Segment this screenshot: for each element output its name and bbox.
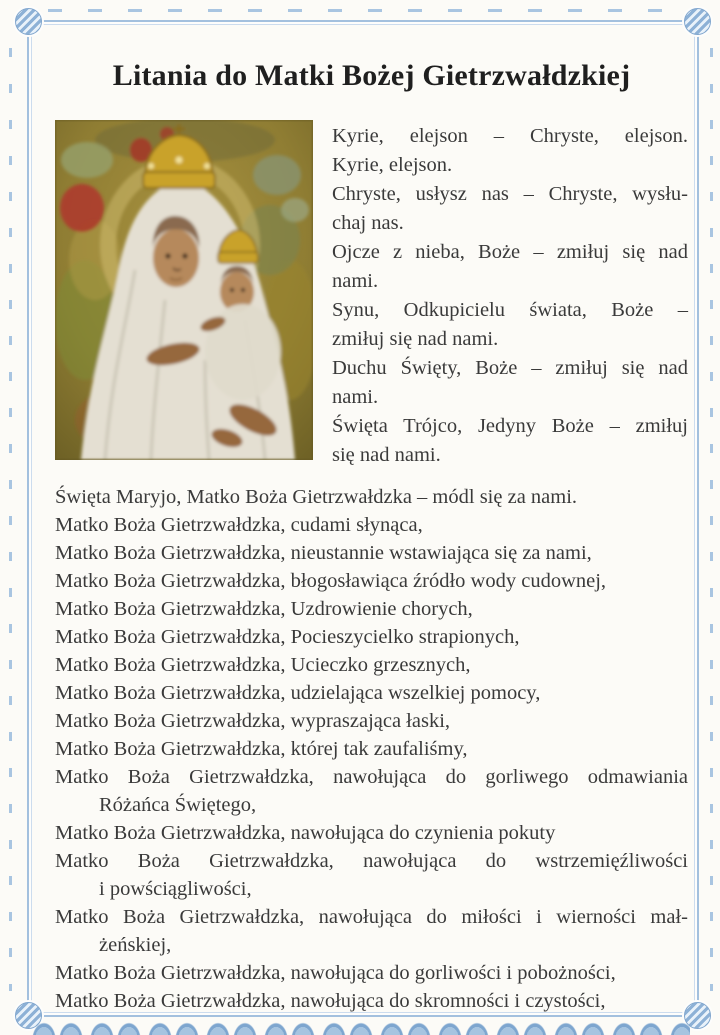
text-line: Matko Boża Gietrzwałdzka, nawołująca do miłości i wierności mał- <box>55 906 688 928</box>
litany-item <box>55 623 688 651</box>
text-line: Matko Boża Gietrzwałdzka, Uzdrowienie chorych, <box>55 598 473 620</box>
madonna-of-gietrzwald-icon <box>55 120 313 460</box>
litany-item <box>55 847 688 903</box>
litany-item <box>55 959 688 987</box>
text-line: Matko Boża Gietrzwałdzka, nawołująca do skromności i czystości, <box>55 990 606 1012</box>
text-line: Święta Trójco, Jedyny Boże – zmiłuj <box>332 415 688 437</box>
border-dashes-left <box>9 48 12 991</box>
text-line: żeńskiej, <box>99 934 172 956</box>
opening-invocations <box>332 120 688 470</box>
text-line: się nad nami. <box>332 444 441 466</box>
text-line: Matko Boża Gietrzwałdzka, cudami słynąca, <box>55 514 423 536</box>
top-section <box>55 120 688 470</box>
litany-item <box>55 651 688 679</box>
text-line: chaj nas. <box>332 212 404 234</box>
litany-item <box>55 707 688 735</box>
border-dashes-top <box>48 9 676 12</box>
text-line: Kyrie, elejson – Chryste, elejson. <box>332 125 688 147</box>
litany-item <box>55 511 688 539</box>
litany-item <box>55 679 688 707</box>
litany-item <box>55 567 688 595</box>
text-line: Matko Boża Gietrzwałdzka, wypraszająca łaski, <box>55 710 451 732</box>
text-line: nami. <box>332 270 379 292</box>
text-line: Synu, Odkupicielu świata, Boże – <box>332 299 688 321</box>
text-line: Matko Boża Gietrzwałdzka, nawołująca do wstrzemięźliwości <box>55 850 688 872</box>
scallop-border-icon <box>30 1022 690 1035</box>
document-content <box>55 42 688 1015</box>
corner-shell-ornament-icon <box>684 1002 711 1029</box>
litany-item <box>55 595 688 623</box>
litany-item <box>55 735 688 763</box>
text-line: Matko Boża Gietrzwałdzka, błogosławiąca źródło wody cudownej, <box>55 570 607 592</box>
text-line: Matko Boża Gietrzwałdzka, której tak zaufaliśmy, <box>55 738 468 760</box>
text-line: Kyrie, elejson. <box>332 154 453 176</box>
litany-invocations <box>55 483 688 1015</box>
text-line: Matko Boża Gietrzwałdzka, udzielająca wszelkiej pomocy, <box>55 682 541 704</box>
text-line: Matko Boża Gietrzwałdzka, Pocieszycielko strapionych, <box>55 626 520 648</box>
text-line: Ojcze z nieba, Boże – zmiłuj się nad <box>332 241 688 263</box>
litany-item <box>55 483 688 511</box>
text-line: Duchu Święty, Boże – zmiłuj się nad <box>332 357 688 379</box>
text-line: Matko Boża Gietrzwałdzka, nawołująca do gorliwości i pobożności, <box>55 962 616 984</box>
litany-item <box>55 903 688 959</box>
corner-shell-ornament-icon <box>15 8 42 35</box>
page-title: Litania do Matki Bożej Gietrzwałdzkiej <box>112 59 631 92</box>
corner-shell-ornament-icon <box>684 8 711 35</box>
litany-item <box>55 987 688 1015</box>
litany-item <box>55 819 688 847</box>
litany-item <box>55 539 688 567</box>
litany-item <box>55 763 688 819</box>
text-line: Matko Boża Gietrzwałdzka, Ucieczko grzesznych, <box>55 654 471 676</box>
text-line: Święta Maryjo, Matko Boża Gietrzwałdzka – módl się za nami. <box>55 486 578 508</box>
text-line: i powściągliwości, <box>99 878 252 900</box>
text-line: Matko Boża Gietrzwałdzka, nawołująca do gorliwego odmawiania <box>55 766 688 788</box>
text-line: Chryste, usłysz nas – Chryste, wysłu- <box>332 183 688 205</box>
text-line: Matko Boża Gietrzwałdzka, nawołująca do czynienia pokuty <box>55 822 556 844</box>
corner-shell-ornament-icon <box>15 1002 42 1029</box>
text-line: Różańca Świętego, <box>99 794 257 816</box>
text-line: zmiłuj się nad nami. <box>332 328 499 350</box>
text-line: nami. <box>332 386 379 408</box>
border-dashes-right <box>710 48 713 991</box>
text-line: Matko Boża Gietrzwałdzka, nieustannie wstawiająca się za nami, <box>55 542 592 564</box>
